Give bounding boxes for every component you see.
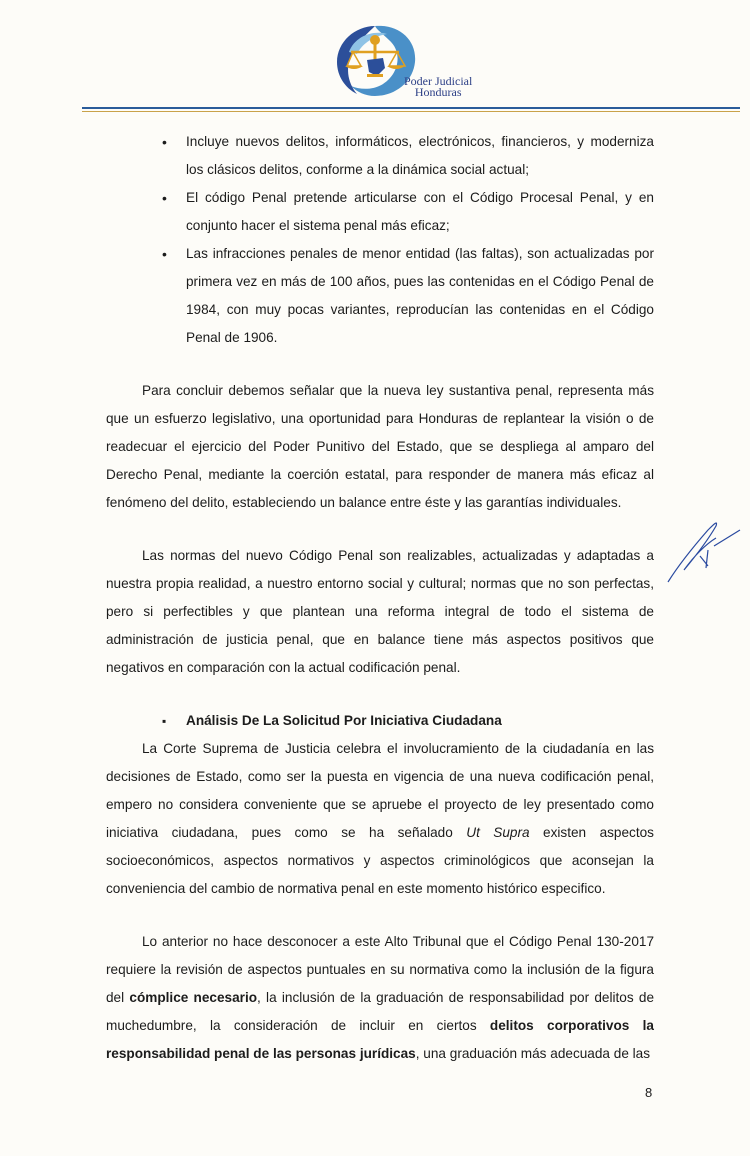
- org-name-line2: Honduras: [414, 85, 462, 99]
- paragraph-norms: Las normas del nuevo Código Penal son realizables, actualizadas y adaptadas a nuestra propia realidad, a nuestro entorno social y cultural; normas que no son perfectas, pero si perfectibles y que plantean una reforma integral de todo el sistema de administración de justicia penal, que en balance tiene más aspectos positivos que negativos en comparación con la actual codificación penal.: [106, 548, 654, 675]
- paragraph-text: La Corte Suprema de Justicia celebra el involucramiento de la ciudadanía en las decisiones de Estado, como ser la puesta en vigencia de una nueva codificación penal, empero no considera conveniente que se apruebe el proyecto de ley presentado como iniciativa ciudadana, pues como se ha señalado: [106, 741, 654, 840]
- list-item: • El código Penal pretende articularse con el Código Procesal Penal, y en conjunto hacer el sistema penal más eficaz;: [106, 184, 654, 240]
- bold-term: cómplice necesario: [129, 990, 258, 1005]
- page-number: 8: [645, 1085, 653, 1100]
- header-rule-gold: [82, 111, 740, 112]
- org-name: [404, 76, 472, 98]
- spacer: [106, 903, 654, 928]
- paragraph-text: , la inclusión de la graduación de responsabilidad por delitos de muchedumbre, la consideración de incluir en ciertos: [106, 990, 655, 1033]
- list-item: • Incluye nuevos delitos, informáticos, electrónicos, financieros, y moderniza los clásicos delitos, conforme a la dinámica social actual;: [106, 128, 654, 184]
- section-heading: ▪ Análisis De La Solicitud Por Iniciativa Ciudadana: [106, 707, 654, 735]
- bold-term: delitos corporativos la responsabilidad penal de las personas jurídicas: [106, 1018, 654, 1061]
- header-rule-blue: [82, 107, 740, 109]
- document-body: [106, 126, 654, 1068]
- handwritten-signature: [664, 516, 744, 586]
- paragraph-analysis: [106, 735, 654, 903]
- spacer: [106, 352, 654, 377]
- latin-term: Ut Supra: [466, 825, 530, 840]
- list-item: • Las infracciones penales de menor entidad (las faltas), son actualizadas por primera vez en más de 100 años, pues las contenidas en el Código Penal de 1984, con muy pocas variantes, reproducían las contenidas en el Código Penal de 1906.: [106, 240, 654, 352]
- paragraph-text: Lo anterior no hace desconocer a este Alto Tribunal que el Código Penal 130-2017 requiere la revisión de aspectos puntuales en su normativa como la inclusión de la figura del: [106, 934, 654, 1005]
- paragraph-review: [106, 928, 654, 1068]
- org-name-line1: Poder Judicial: [404, 74, 473, 88]
- spacer: [106, 682, 654, 707]
- spacer: [106, 517, 654, 542]
- paragraph-conclusion: Para concluir debemos señalar que la nueva ley sustantiva penal, representa más que un esfuerzo legislativo, una oportunidad para Honduras de replantear la visión o de readecuar el ejercicio del Poder Punitivo del Estado, que se despliega al amparo del Derecho Penal, mediante la coerción estatal, para responder de manera más eficaz al fenómeno del delito, estableciendo un balance entre éste y las garantías individuales.: [106, 383, 654, 510]
- bullet-list: [106, 128, 654, 352]
- paragraph-text: , una graduación más adecuada de las: [415, 1046, 651, 1061]
- paragraph-text: existen aspectos socioeconómicos, aspectos normativos y aspectos criminológicos que aconsejan la conveniencia del cambio de normativa penal en este momento histórico especifico.: [106, 825, 654, 896]
- page-header: [0, 0, 750, 120]
